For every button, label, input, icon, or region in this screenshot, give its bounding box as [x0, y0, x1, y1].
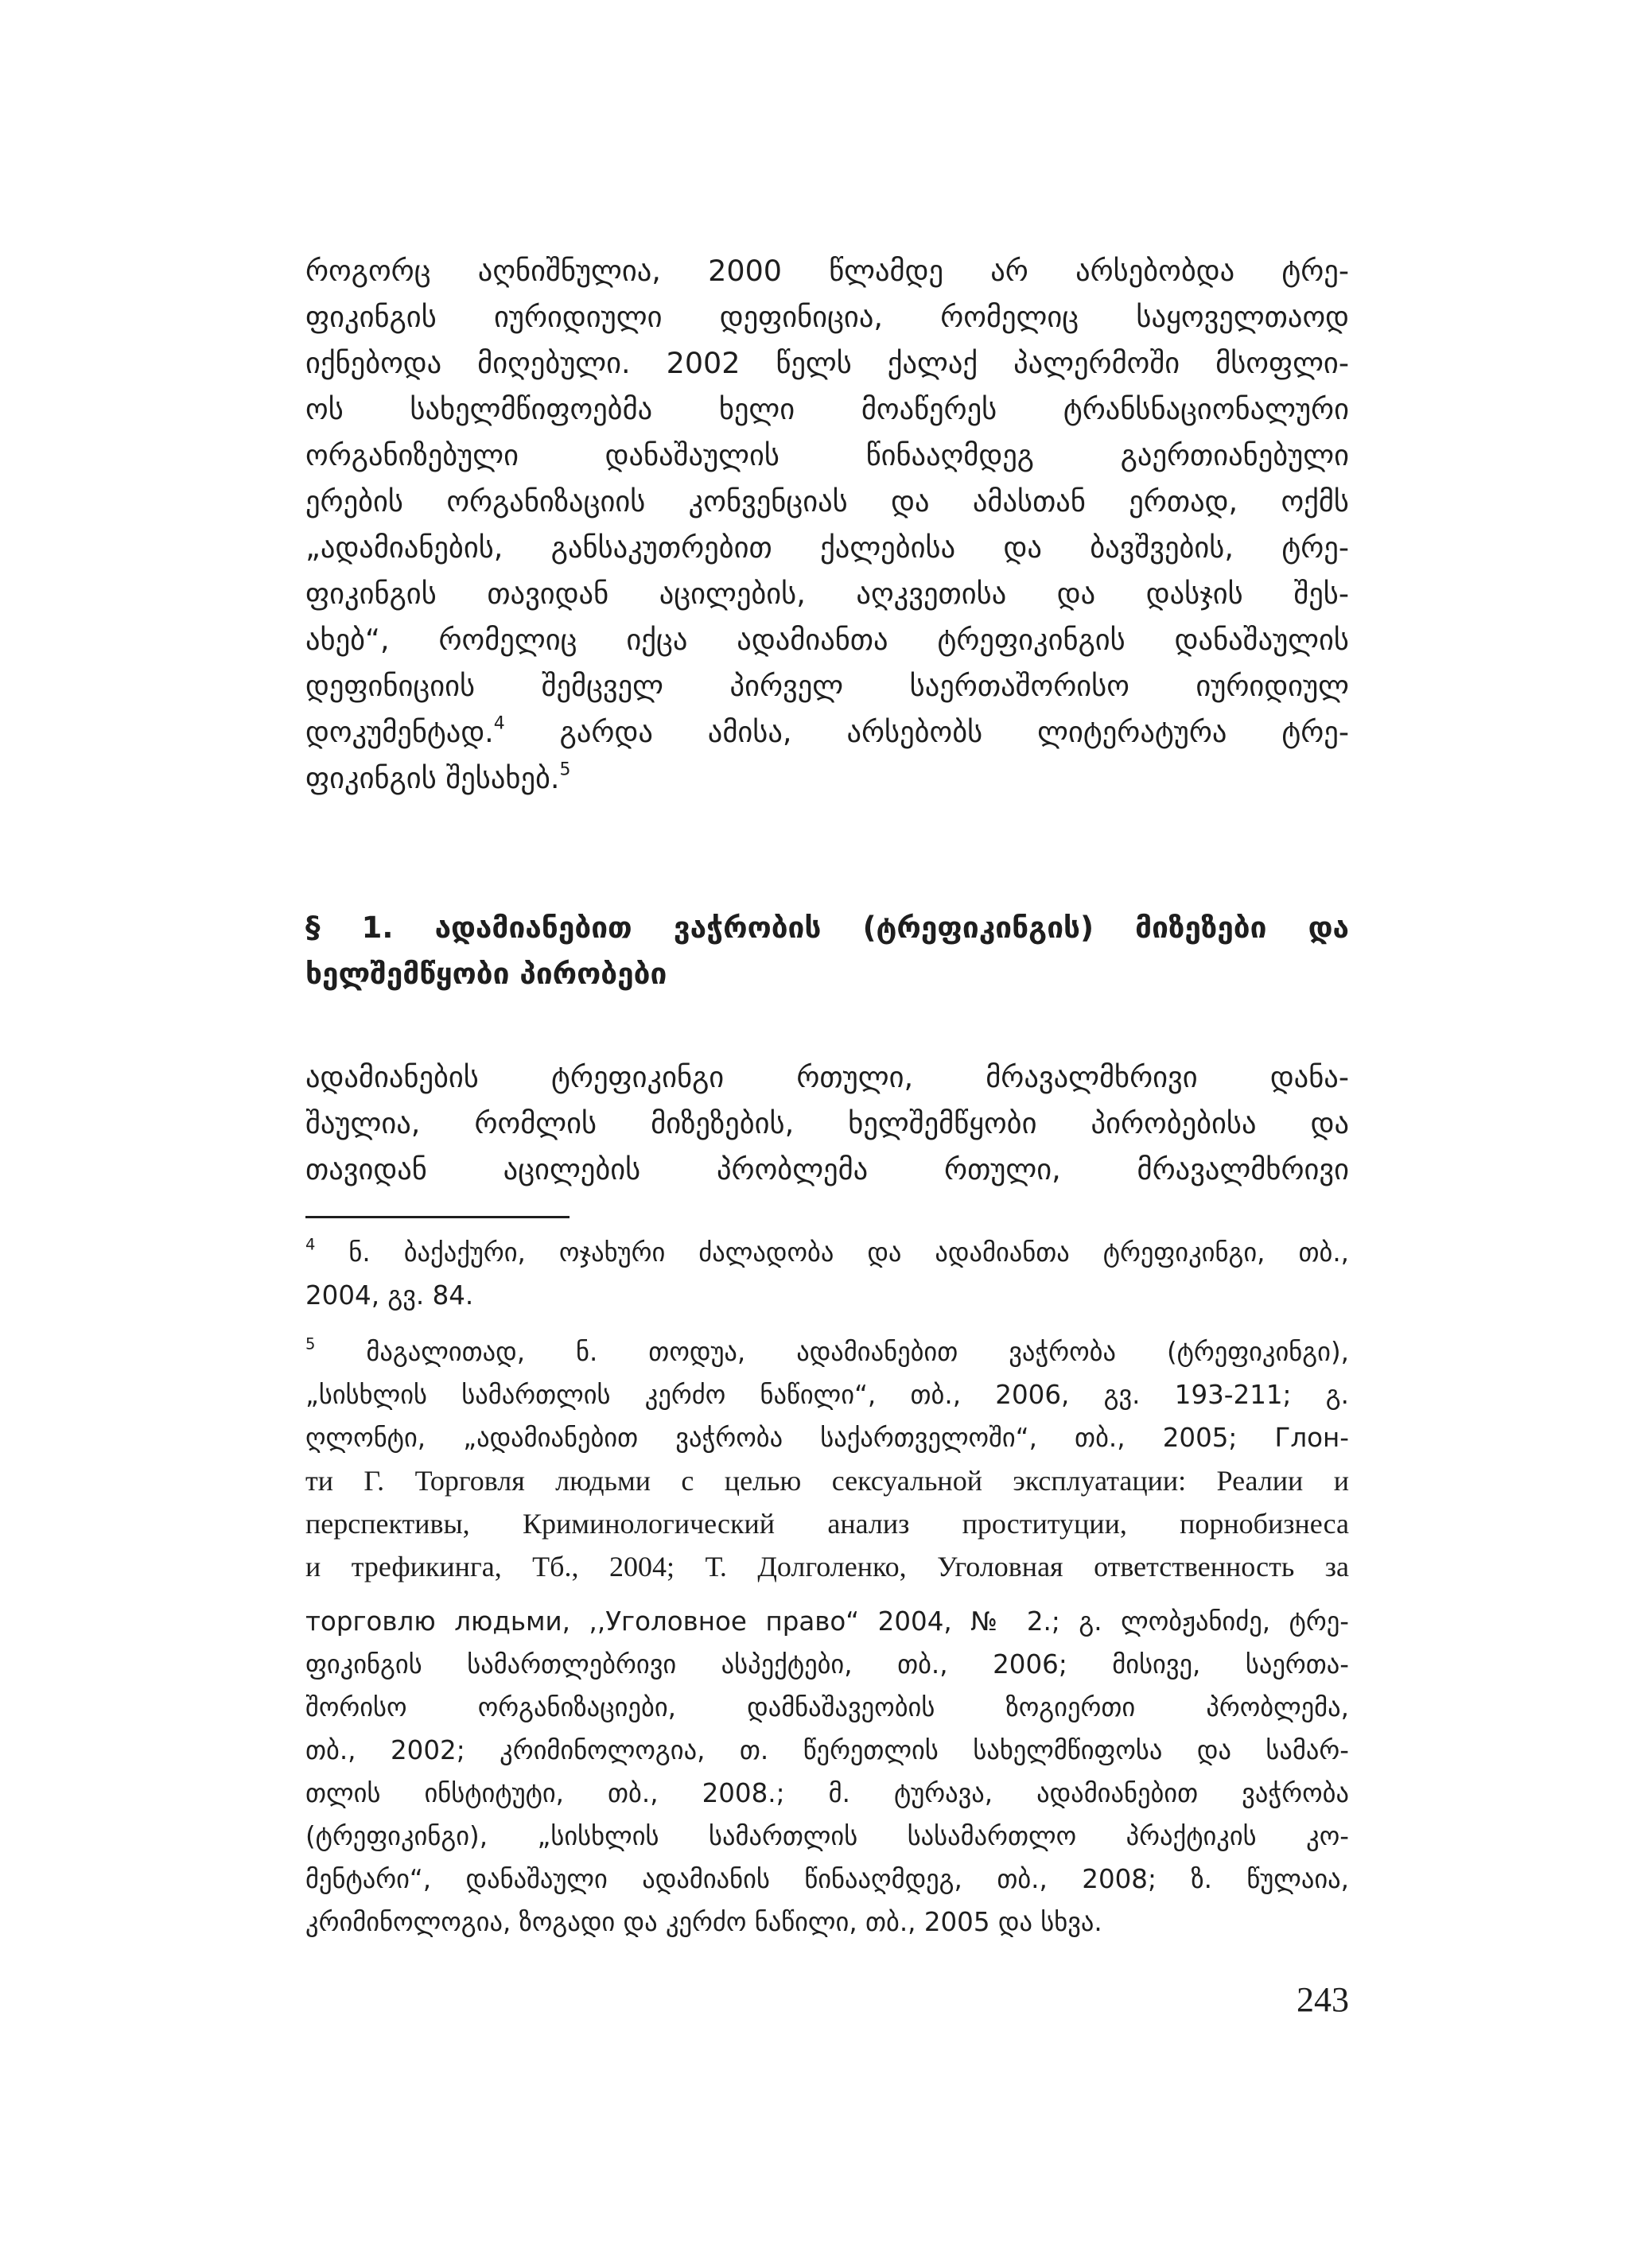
paragraph-line: [305, 755, 1349, 802]
paragraph-text: გარდა ამისა, არსებობს ლიტერატურა ტრე-: [504, 715, 1349, 749]
heading-line: § 1. ადამიანებით ვაჭრობის (ტრეფიკინგის) მიზეზები და: [305, 911, 1349, 945]
paragraph-line: ფიკინგის თავიდან აცილების, აღკვეთისა და დასჯის შეს-: [305, 577, 1349, 611]
footnote-line: 2004, გვ. 84.: [305, 1280, 474, 1311]
paragraph-line: დეფინიციის შემცველ პირველ საერთაშორისო იურიდიულ: [305, 669, 1349, 703]
paragraph-line: ოს სახელმწიფოებმა ხელი მოაწერეს ტრანსნაციონალური: [305, 392, 1349, 426]
paragraph-text: ფიკინგის შესახებ.: [305, 761, 560, 795]
footnote-line: [305, 1231, 1349, 1274]
footnote-line: თბ., 2002; კრიმინოლოგია, თ. წერეთლის სახელმწიფოსა და სამარ-: [305, 1735, 1349, 1765]
paragraph-line: როგორც აღნიშნულია, 2000 წლამდე არ არსებობდა ტრე-: [305, 254, 1349, 288]
paragraph-line: ერების ორგანიზაციის კონვენციას და ამასთან ერთად, ოქმს: [305, 484, 1349, 518]
footnote-line: (ტრეფიკინგი), „სისხლის სამართლის სასამართლო პრაქტიკის კო-: [305, 1821, 1349, 1851]
footnote-number: 4: [305, 1235, 316, 1254]
paragraph-line: ადამიანების ტრეფიკინგი რთული, მრავალმხრივი დანა-: [305, 1060, 1349, 1094]
footnote-line: შორისო ორგანიზაციები, დამნაშავეობის ზოგიერთი პრობლემა,: [305, 1692, 1349, 1722]
footnote-text: მაგალითად, ნ. თოდუა, ადამიანებით ვაჭრობა (ტრეფიკინგი),: [315, 1337, 1349, 1367]
footnote-line: თლის ინსტიტუტი, თბ., 2008.; მ. ტურავა, ადამიანებით ვაჭრობა: [305, 1778, 1349, 1808]
footnote-line: [305, 1330, 1349, 1373]
footnote-reference[interactable]: 5: [559, 759, 571, 780]
footnote-line: ღლონტი, „ადამიანებით ვაჭრობა საქართველოში“, თბ., 2005; Глон-: [305, 1423, 1349, 1453]
footnote-line: торговлю людьми, ,,Уголовное право“ 2004, № 2.; გ. ლობჟანიძე, ტრე-: [305, 1606, 1349, 1637]
page-number: 243: [1297, 1980, 1349, 2019]
paragraph-line: თავიდან აცილების პრობლემა რთული, მრავალმხრივი: [305, 1152, 1349, 1186]
footnote-line: перспективы, Криминологический анализ проституции, порнобизнеса: [305, 1508, 1349, 1540]
footnote-number: 5: [305, 1334, 316, 1353]
paragraph-line: იქნებოდა მიღებული. 2002 წელს ქალაქ პალერმოში მსოფლი-: [305, 346, 1349, 380]
paragraph-line: შაულია, რომლის მიზეზების, ხელშემწყობი პირობებისა და: [305, 1106, 1349, 1140]
footnote-separator: [305, 1216, 570, 1218]
footnote-line: и трефикинга, Тб., 2004; Т. Долголенко, Уголовная ответственность за: [305, 1551, 1349, 1583]
footnote-line: ფიკინგის სამართლებრივი ასპექტები, თბ., 2006; მისივე, საერთა-: [305, 1649, 1349, 1680]
footnote-line: კრიმინოლოგია, ზოგადი და კერძო ნაწილი, თბ., 2005 და სხვა.: [305, 1907, 1102, 1937]
paragraph-line: ორგანიზებული დანაშაულის წინააღმდეგ გაერთიანებული: [305, 438, 1349, 472]
paragraph-line: [305, 709, 1349, 755]
footnote-line: „სისხლის სამართლის კერძო ნაწილი“, თბ., 2006, გვ. 193-211; გ.: [305, 1380, 1349, 1410]
paragraph-line: „ადამიანების, განსაკუთრებით ქალებისა და ბავშვების, ტრე-: [305, 530, 1349, 565]
paragraph-line: ახებ“, რომელიც იქცა ადამიანთა ტრეფიკინგის დანაშაულის: [305, 623, 1349, 657]
heading-line: ხელშემწყობი პირობები: [305, 957, 667, 991]
footnote-line: მენტარი“, დანაშაული ადამიანის წინააღმდეგ, თბ., 2008; ზ. წულაია,: [305, 1864, 1349, 1894]
footnote-text: ნ. ბაქაქური, ოჯახური ძალადობა და ადამიანთა ტრეფიკინგი, თბ.,: [315, 1237, 1349, 1268]
footnote-line: ти Г. Торговля людьми с целью сексуальной эксплуатации: Реалии и: [305, 1465, 1349, 1497]
paragraph-text: დოკუმენტად.: [305, 715, 494, 749]
footnote-reference[interactable]: 4: [493, 713, 505, 734]
paragraph-line: ფიკინგის იურიდიული დეფინიცია, რომელიც საყოველთაოდ: [305, 300, 1349, 334]
